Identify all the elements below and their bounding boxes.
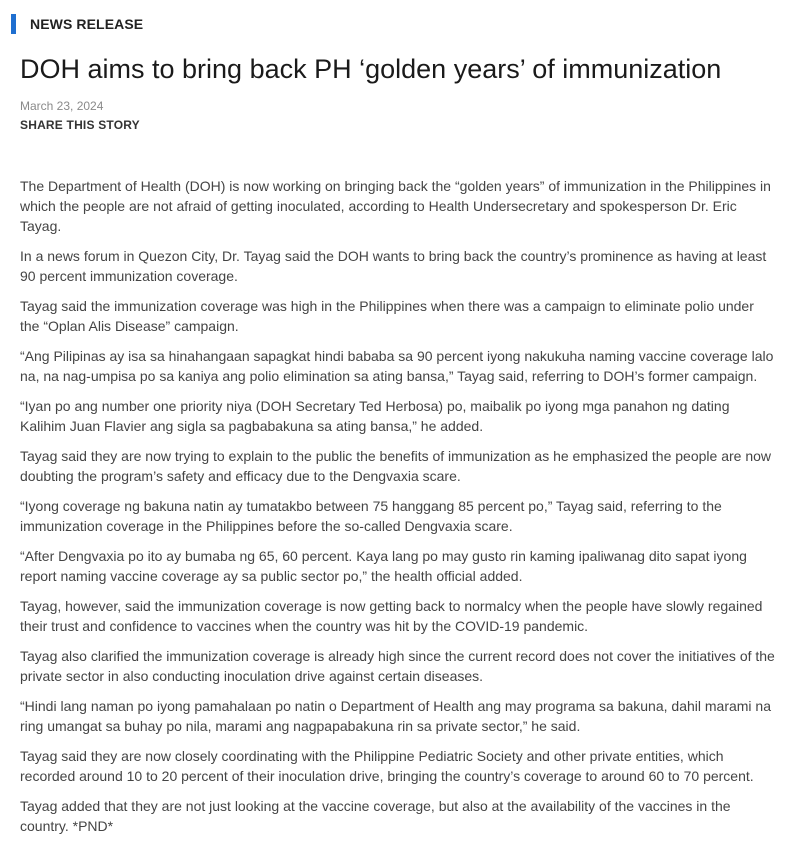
article-paragraph: Tayag also clarified the immunization coverage is already high since the current record does not cover the initiatives of the private sector in also conducting inoculation drive against certain diseases.	[20, 648, 775, 684]
article-paragraph: “After Dengvaxia po ito ay bumaba ng 65, 60 percent. Kaya lang po may gusto rin kaming ipaliwanag dito sapat iyong report naming vaccine coverage ay sa public sector po,” the health official added.	[20, 548, 747, 584]
article-paragraph: The Department of Health (DOH) is now working on bringing back the “golden years” of immunization in the Philippines in which the people are not afraid of getting inoculated, according to Health Undersecretary and spokesperson Dr. Eric Tayag.	[20, 178, 771, 234]
section-kicker	[11, 14, 143, 34]
share-story-link[interactable]: SHARE THIS STORY	[20, 118, 140, 132]
article-paragraph: Tayag said they are now trying to explain to the public the benefits of immunization as he emphasized the people are now doubting the program’s safety and efficacy due to the Dengvaxia scare.	[20, 448, 772, 484]
article-date: March 23, 2024	[20, 99, 104, 113]
article-paragraph: “Iyan po ang number one priority niya (DOH Secretary Ted Herbosa) po, maibalik po iyong mga panahon ng dating Kalihim Juan Flavier ang sigla sa pagbabakuna sa ating bansa,” he added.	[20, 398, 730, 434]
article-paragraph: Tayag, however, said the immunization coverage is now getting back to normalcy when the people have slowly regained their trust and confidence to vaccines when the country was hit by the COVID-19 pandemic.	[20, 598, 763, 634]
article-paragraph: “Ang Pilipinas ay isa sa hinahangaan sapagkat hindi bababa sa 90 percent iyong nakukuha naming vaccine coverage lalo na, na nag-umpisa po sa kaniya ang polio elimination sa ating bansa,” Tayag said, referring to DOH’s former campaign.	[20, 348, 774, 384]
article-title: DOH aims to bring back PH ‘golden years’ of immunization	[20, 54, 722, 84]
article-paragraph: In a news forum in Quezon City, Dr. Tayag said the DOH wants to bring back the country’s prominence as having at least 90 percent immunization coverage.	[20, 248, 767, 284]
article-paragraph: “Hindi lang naman po iyong pamahalaan po natin o Department of Health ang may programa sa bakuna, dahil marami na ring umangat sa buhay po nila, marami ang nagpapabakuna rin sa private sector,” he said.	[20, 698, 772, 734]
article-body	[20, 176, 775, 846]
article-paragraph: “Iyong coverage ng bakuna natin ay tumatakbo between 75 hanggang 85 percent po,” Tayag said, referring to the immunization coverage in the Philippines before the so-called Dengvaxia scare.	[20, 498, 722, 534]
article-paragraph: Tayag said the immunization coverage was high in the Philippines when there was a campaign to eliminate polio under the “Oplan Alis Disease” campaign.	[20, 298, 754, 334]
article-paragraph: Tayag added that they are not just looking at the vaccine coverage, but also at the availability of the vaccines in the country. *PND*	[20, 798, 731, 834]
kicker-accent-bar	[11, 14, 16, 34]
kicker-label: NEWS RELEASE	[30, 16, 144, 32]
article-paragraph: Tayag said they are now closely coordinating with the Philippine Pediatric Society and other private entities, which recorded around 10 to 20 percent of their inoculation drive, bringing the country’s coverage to around 60 to 70 percent.	[20, 748, 754, 784]
